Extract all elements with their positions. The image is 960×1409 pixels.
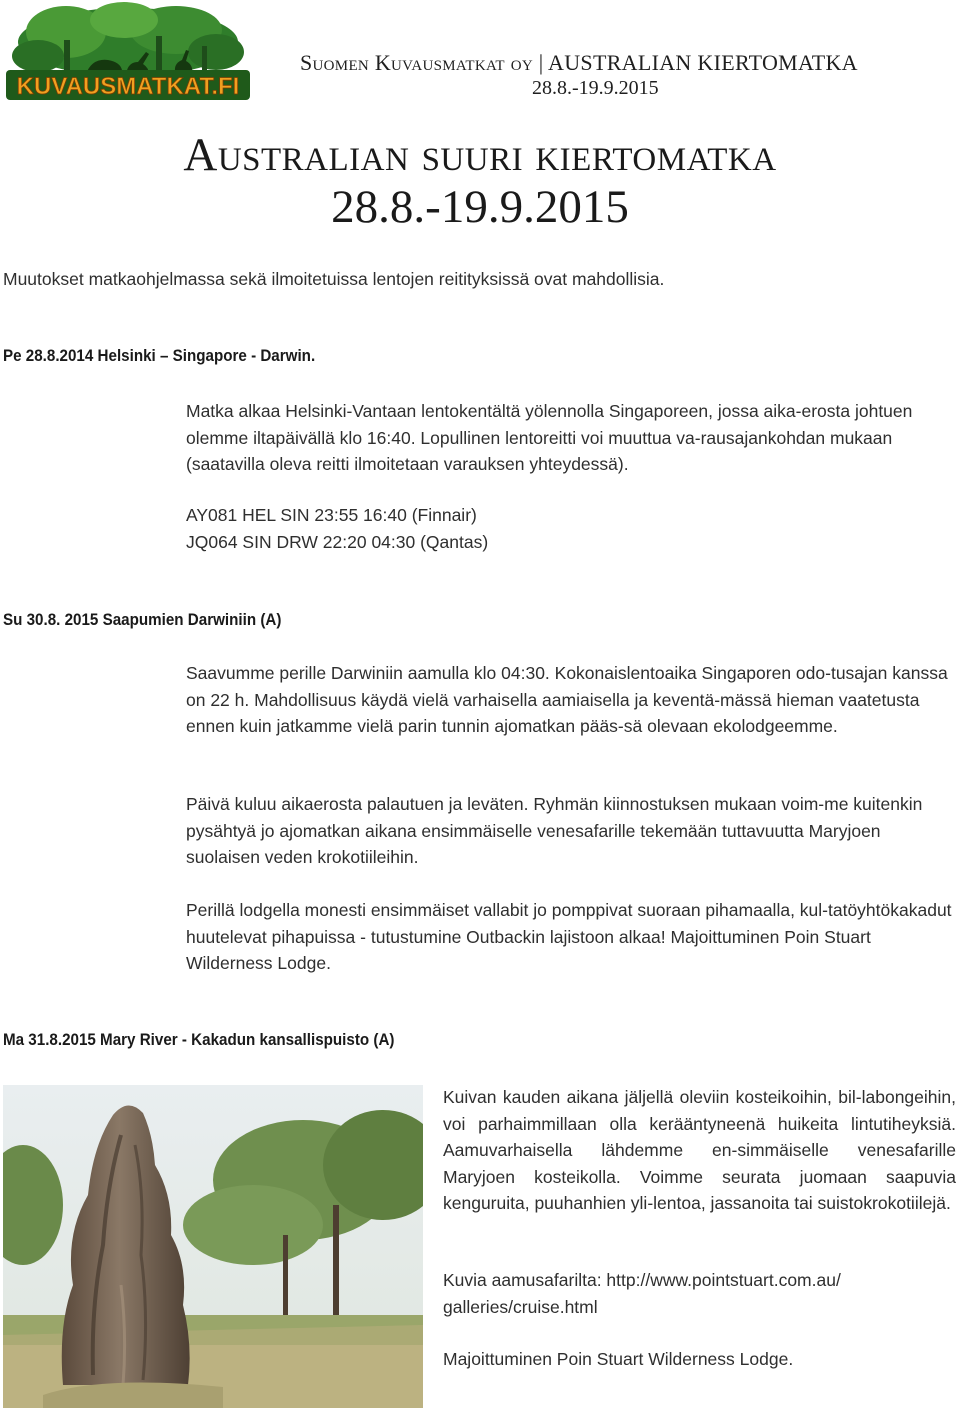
day-3-links-paragraph: Kuvia aamusafarilta: http://www.pointstuart.com.au/ galleries/cruise.html — [443, 1270, 841, 1317]
header-brand-date: 28.8.-19.9.2015 — [532, 77, 659, 99]
day-3-paragraph-1: Kuivan kauden aikana jäljellä oleviin kosteikoihin, bil-labongeihin, voi parhaimmillaan olla kerääntyneenä huikeita lintutiheyksiä. Aamuvarhaisella lähdemme en-simmäiselle venesafarille Maryjoen kosteikolla. Voimme seurata juomaan saapuvia kenguruita, puuhanhien yli-lentoa, jassanoita tai suistokrokotiilejä. — [443, 1087, 956, 1213]
day-2-paragraph-1: Saavumme perille Darwiniin aamulla klo 04:30. Kokonaislentoaika Singaporen odo-tusajan kanssa on 22 h. Mahdollisuus käydä vielä varhaisella aamiaisella ja keventä-mässä hieman vaatetusta ennen kuin jatkamme vielä parin tunnin ajomatkan pääs-sä olevaan ekolodgeemme. — [186, 663, 948, 736]
termite-mound-image — [3, 1085, 423, 1408]
flight-line: AY081 HEL SIN 23:55 16:40 (Finnair) — [186, 505, 477, 525]
change-notice: Muutokset matkaohjelmassa sekä ilmoitetuissa lentojen reitityksissä ovat mahdollisia. — [3, 269, 665, 289]
day-3-lodging: Majoittuminen Poin Stuart Wilderness Lodge. — [443, 1349, 794, 1369]
header-brand-line: Suomen Kuvausmatkat oy | AUSTRALIAN KIERTOMATKA — [300, 50, 858, 75]
page-title: Australian suuri kiertomatka — [183, 129, 777, 181]
day-1-flights — [186, 502, 956, 555]
day-heading-1: Pe 28.8.2014 Helsinki – Singapore - Darwin. — [3, 347, 316, 365]
jungle-logo-graphic — [6, 2, 250, 102]
day-1-paragraph: Matka alkaa Helsinki-Vantaan lentokentältä yölennolla Singaporeen, jossa aika-erosta johtuen olemme iltapäivällä klo 16:40. Lopullinen lentoreitti voi muuttua va-rausajankohdan mukaan (saatavilla oleva reitti ilmoitetaan varauksen yhteydessä). — [186, 401, 913, 474]
flight-line: JQ064 SIN DRW 22:20 04:30 (Qantas) — [186, 531, 489, 552]
kuvausmatkat-logo — [6, 2, 250, 102]
day-2-paragraph-3: Perillä lodgella monesti ensimmäiset vallabit jo pomppivat suoraan pihamaalla, kul-tatöyhtökakadut huutelevat pihapuissa - tutustumine Outbackin lajistoon alkaa! Majoittuminen Poin Stuart Wilderness Lodge. — [186, 900, 952, 973]
day-heading-2: Su 30.8. 2015 Saapumien Darwiniin (A) — [3, 611, 282, 629]
logo-text: KUVAUSMATKAT.FI — [16, 73, 240, 100]
page-title-date: 28.8.-19.9.2015 — [331, 181, 629, 233]
day-heading-3: Ma 31.8.2015 Mary River - Kakadun kansallispuisto (A) — [3, 1031, 395, 1049]
termite-mound-photo — [3, 1085, 423, 1408]
day-2-paragraph-2: Päivä kuluu aikaerosta palautuen ja leväten. Ryhmän kiinnostuksen mukaan voim-me kuitenkin pysähtyä jo ajomatkan aikana ensimmäiselle venesafarille tekemään tuttavuutta Maryjoen suolaisen veden krokotiileihin. — [186, 794, 923, 867]
